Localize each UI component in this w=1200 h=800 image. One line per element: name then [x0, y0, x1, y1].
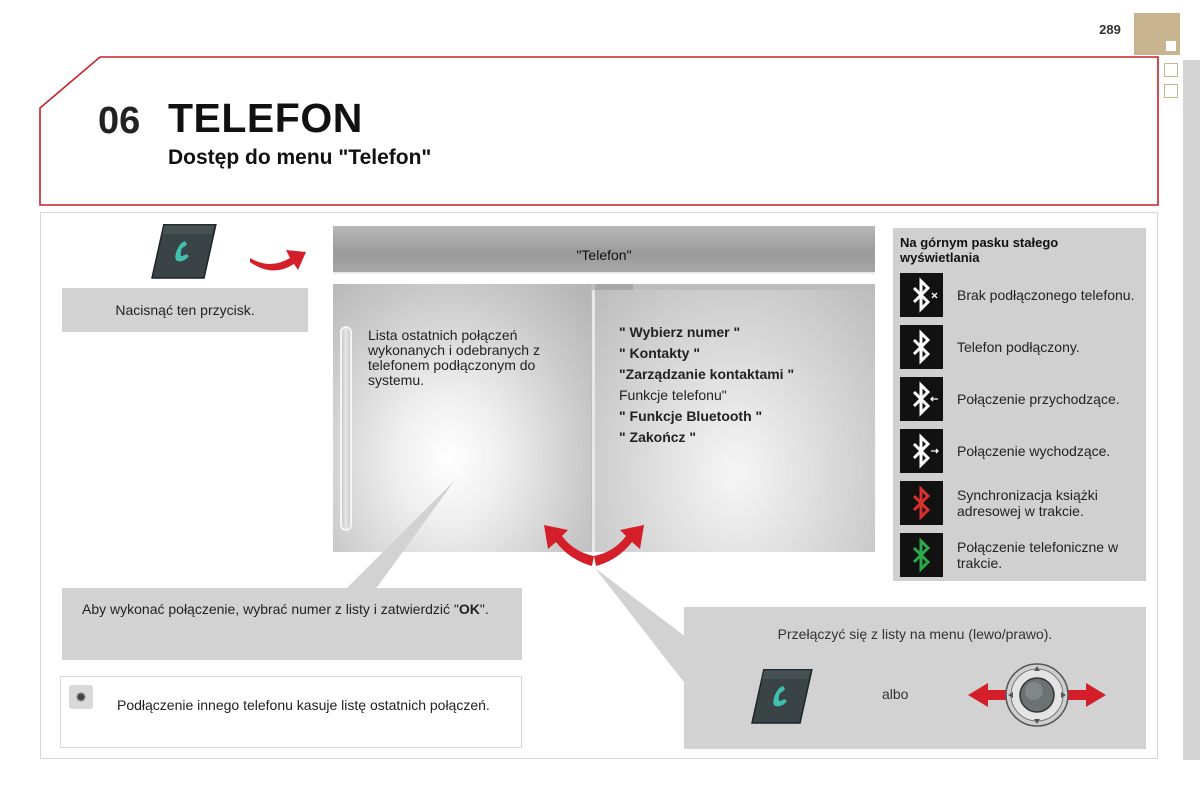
or-label: albo [882, 686, 909, 702]
legend-label: Połączenie telefoniczne w trakcie. [957, 539, 1119, 571]
screen-title-bar [333, 226, 875, 274]
navigation-dial[interactable] [964, 663, 1110, 727]
legend-row [900, 481, 1145, 525]
switch-instruction-text: Przełączyć się z listy na menu (lewo/prawo). [777, 626, 1053, 642]
legend-row [900, 273, 1145, 317]
phone-button[interactable] [150, 224, 218, 280]
legend-label: Połączenie wychodzące. [957, 443, 1111, 459]
call-instruction-text: Aby wykonać połączenie, wybrać numer z listy i zatwierdzić " [82, 601, 459, 617]
legend-label: Synchronizacja książki adresowej w trakcie. [957, 487, 1098, 519]
legend-row [900, 429, 1145, 473]
note-text: Podłączenie innego telefonu kasuje listę ostatnich połączeń. [117, 697, 490, 713]
bluetooth-disconnected-icon [900, 273, 943, 317]
screen-body [333, 284, 875, 552]
menu-item-zarzadzanie-kontaktami[interactable]: "Zarządzanie kontaktami " [619, 366, 795, 382]
chapter-number: 06 [98, 100, 141, 142]
screen-title: "Telefon" [576, 247, 632, 263]
call-instruction [62, 588, 522, 660]
legend-label: Brak podłączonego telefonu. [957, 287, 1135, 303]
telefon-screen [333, 226, 875, 552]
bluetooth-connected-icon [900, 325, 943, 369]
bluetooth-sync-icon [900, 481, 943, 525]
right-arrow-icon [1068, 683, 1106, 707]
legend-title: Na górnym pasku stałego wyświetlania [900, 235, 1059, 265]
legend-label: Telefon podłączony. [957, 339, 1080, 355]
chapter-title: TELEFON [168, 95, 363, 141]
page-number: 289 [1099, 22, 1121, 37]
legend-row [900, 533, 1145, 577]
recent-calls-panel[interactable] [333, 284, 591, 552]
bluetooth-outgoing-icon [900, 429, 943, 473]
red-arrow-icon [248, 240, 310, 276]
note-box [60, 676, 522, 748]
legend-label: Połączenie przychodzące. [957, 391, 1120, 407]
menu-item-funkcje-telefonu[interactable]: Funkcje telefonu" [619, 387, 727, 403]
ok-label: OK [458, 601, 480, 617]
recent-calls-description: Lista ostatnich połączeń wykonanych i odebranych z telefonem podłączonym do systemu. [368, 327, 540, 388]
press-caption: Nacisnąć ten przycisk. [62, 288, 308, 332]
legend-row [900, 325, 1145, 369]
menu-item-wybierz-numer[interactable]: " Wybierz numer " [619, 324, 741, 340]
telefon-menu [619, 322, 794, 448]
legend-row [900, 377, 1145, 421]
switch-instruction [684, 607, 1146, 749]
bluetooth-incoming-icon [900, 377, 943, 421]
call-instruction-end: ". [479, 601, 489, 617]
scrollbar[interactable] [340, 326, 352, 531]
telefon-menu-panel [592, 290, 875, 552]
menu-item-funkcje-bluetooth[interactable]: " Funkcje Bluetooth " [619, 408, 763, 424]
status-icon-legend [893, 228, 1146, 581]
left-arrow-icon [968, 683, 1006, 707]
menu-item-kontakty[interactable]: " Kontakty " [619, 345, 700, 361]
bluetooth-call-icon [900, 533, 943, 577]
lightbulb-icon: ✹ [69, 685, 93, 709]
chapter-subtitle: Dostęp do menu "Telefon" [168, 146, 432, 169]
phone-button[interactable] [750, 669, 814, 725]
menu-item-zakoncz[interactable]: " Zakończ " [619, 429, 697, 445]
